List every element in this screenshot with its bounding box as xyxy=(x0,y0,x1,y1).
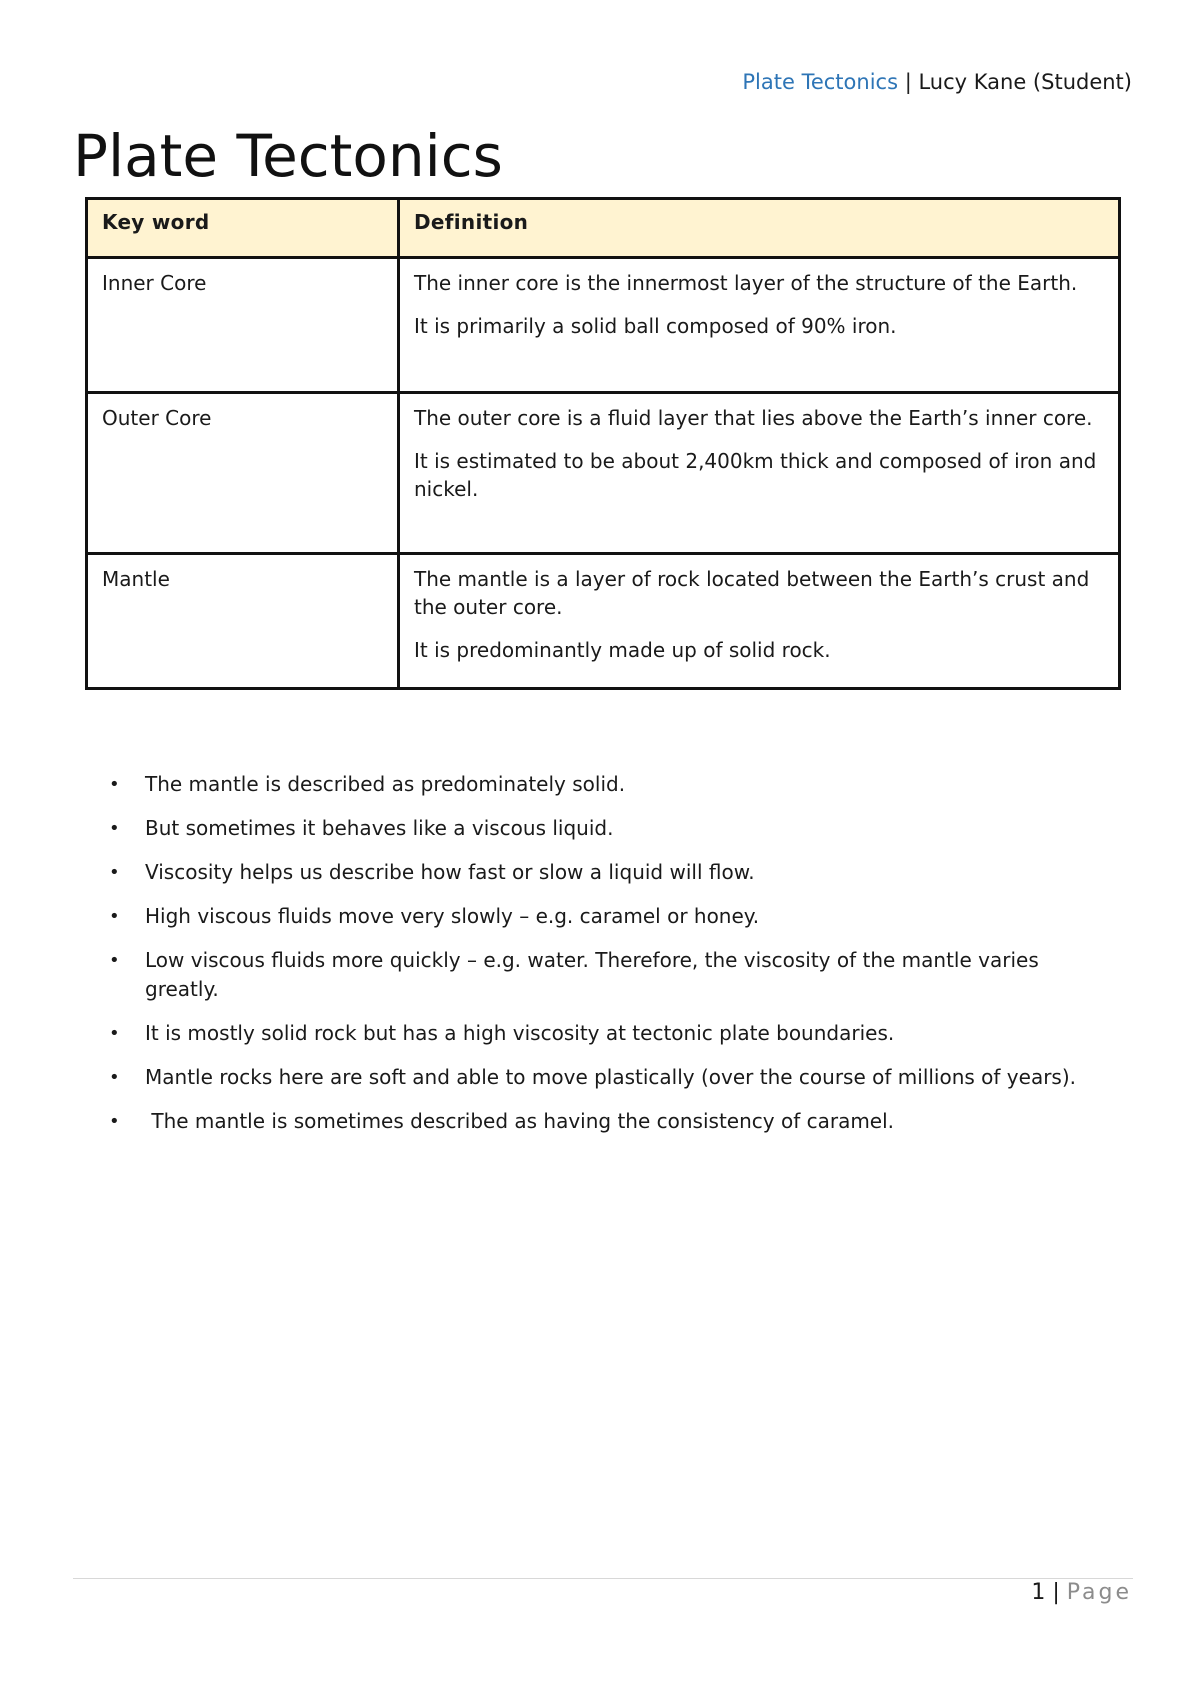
list-item xyxy=(105,902,1105,931)
column-header-key-word: Key word xyxy=(87,199,399,258)
list-item-text: Viscosity helps us describe how fast or slow a liquid will flow. xyxy=(145,860,755,884)
keyword-cell: Outer Core xyxy=(87,393,399,554)
header-author: Lucy Kane (Student) xyxy=(918,70,1132,94)
definition-paragraph: The inner core is the innermost layer of the structure of the Earth. xyxy=(414,271,1078,295)
bullet-icon: • xyxy=(109,862,120,883)
definition-cell xyxy=(399,554,1120,689)
footer-separator: | xyxy=(1052,1580,1060,1605)
bullet-icon: • xyxy=(109,906,120,927)
bullet-icon: • xyxy=(109,1023,120,1044)
definition-paragraph: It is predominantly made up of solid rock. xyxy=(414,638,831,662)
list-item-text: High viscous fluids move very slowly – e.g. caramel or honey. xyxy=(145,904,760,928)
bullet-icon: • xyxy=(109,1111,120,1132)
definition-paragraph: It is primarily a solid ball composed of 90% iron. xyxy=(414,314,897,338)
bullet-icon: • xyxy=(109,818,120,839)
definition-paragraph: The outer core is a fluid layer that lies above the Earth’s inner core. xyxy=(414,406,1093,430)
list-item xyxy=(105,770,1105,799)
definition-cell xyxy=(399,258,1120,393)
keyword-cell: Inner Core xyxy=(87,258,399,393)
bullet-icon: • xyxy=(109,1067,120,1088)
list-item-text: The mantle is described as predominately solid. xyxy=(145,772,626,796)
page-title: Plate Tectonics xyxy=(73,122,503,190)
list-item xyxy=(105,1063,1105,1092)
list-item xyxy=(105,814,1105,843)
running-header xyxy=(742,70,1132,94)
key-word-table xyxy=(85,197,1121,690)
notes-list xyxy=(105,770,1105,1151)
bullet-icon: • xyxy=(109,950,120,971)
column-header-definition: Definition xyxy=(399,199,1120,258)
list-item-text: Low viscous fluids more quickly – e.g. water. Therefore, the viscosity of the mantle varies greatly. xyxy=(145,948,1039,1001)
definition-paragraph: The mantle is a layer of rock located between the Earth’s crust and the outer core. xyxy=(414,567,1090,619)
list-item xyxy=(105,858,1105,887)
list-item-text: The mantle is sometimes described as having the consistency of caramel. xyxy=(145,1109,895,1133)
list-item-text: Mantle rocks here are soft and able to move plastically (over the course of millions of years). xyxy=(145,1065,1077,1089)
page-footer xyxy=(1031,1580,1132,1605)
definition-paragraph: It is estimated to be about 2,400km thick and composed of iron and nickel. xyxy=(414,449,1097,501)
table-row xyxy=(87,554,1120,689)
bullet-icon: • xyxy=(109,774,120,795)
table-row xyxy=(87,258,1120,393)
page-label: Page xyxy=(1066,1580,1132,1605)
page-number: 1 xyxy=(1031,1580,1046,1605)
list-item-text: It is mostly solid rock but has a high viscosity at tectonic plate boundaries. xyxy=(145,1021,895,1045)
definition-cell xyxy=(399,393,1120,554)
list-item xyxy=(105,1107,1105,1136)
keyword-cell: Mantle xyxy=(87,554,399,689)
header-document-name: Plate Tectonics xyxy=(742,70,899,94)
list-item xyxy=(105,1019,1105,1048)
table-row xyxy=(87,393,1120,554)
header-separator: | xyxy=(904,70,912,94)
list-item-text: But sometimes it behaves like a viscous liquid. xyxy=(145,816,614,840)
footer-divider xyxy=(73,1578,1133,1579)
table-header-row xyxy=(87,199,1120,258)
list-item xyxy=(105,946,1105,1004)
